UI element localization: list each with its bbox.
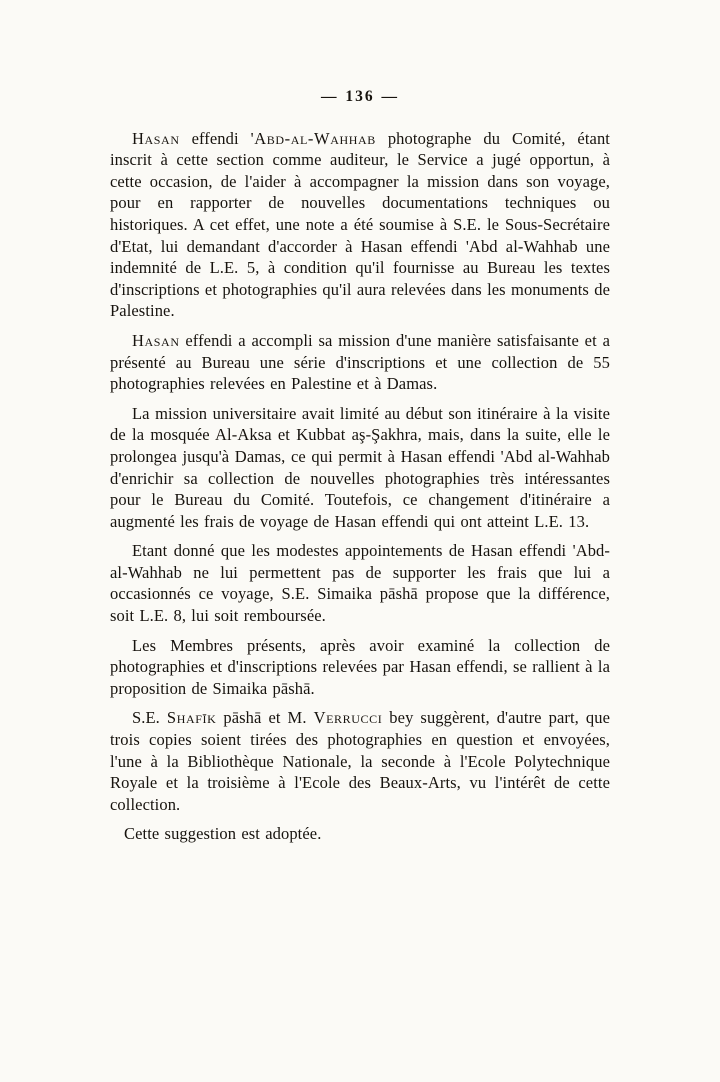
text-segment: pāshā et M. — [216, 708, 314, 728]
name-shafik: Shafīk — [166, 708, 217, 728]
name-abd-al-wahhab: 'Abd-al-Wahhab — [250, 128, 376, 148]
text-segment: photographe du Comité, étant inscrit à cette section comme auditeur, le Service a jugé opportun, à cette occasion, de l'aider à accompagner la mission dans son voyage, pour en rapporter de nouvelles documentations techniques ou historiques. A cet effet, une note a été soumise à S.E. le Sous-Secrétaire d'Etat, lui demandant d'accorder à Hasan effendi 'Abd al-Wahhab une indemnité de L.E. 5, à condition qu'il fournisse au Bureau les textes d'inscriptions et photographies qu'il aura relevées dans les monuments de Palestine. — [110, 128, 610, 321]
name-hasan: Hasan — [132, 330, 180, 350]
paragraph-members-agree — [110, 635, 610, 700]
paragraph-reimbursement-proposal — [110, 540, 610, 626]
paragraph-itinerary-change — [110, 403, 610, 533]
text-segment: Etant donné que les modestes appointements de Hasan effendi 'Abd-al-Wahhab ne lui permettent pas de supporter les frais que lui a occasionnés ce voyage, S.E. Simaika pāshā propose que la différence, soit L.E. 8, lui soit remboursée. — [110, 541, 610, 626]
text-segment: Cette suggestion est adoptée. — [124, 824, 322, 844]
paragraph-hasan-mission-grant — [110, 128, 610, 322]
name-verrucci: Verrucci — [313, 708, 383, 728]
text-segment: S.E. — [132, 708, 167, 728]
paragraph-mission-accomplished — [110, 330, 610, 395]
text-segment: Les Membres présents, après avoir examiné la collection de photographies et d'inscriptions relevées par Hasan effendi, se rallient à la proposition de Simaika pāshā. — [110, 635, 610, 698]
text-segment: effendi — [179, 128, 251, 148]
text-segment: effendi a accompli sa mission d'une manière satisfaisante et a présenté au Bureau une série d'inscriptions et une collection de 55 photographies relevées en Palestine et à Damas. — [110, 330, 610, 394]
paragraph-copies-suggestion — [110, 707, 610, 815]
paragraph-suggestion-adopted — [110, 823, 610, 845]
document-page — [110, 0, 610, 845]
page-number: — 136 — — [321, 88, 399, 105]
text-segment: bey suggèrent, d'autre part, que trois copies soient tirées des photographies en question et envoyées, l'une à la Bibliothèque Nationale, la seconde à l'Ecole Polytechnique Royale et la troisième à l'Ecole des Beaux-Arts, vu l'intérêt de cette collection. — [110, 708, 610, 814]
text-segment: La mission universitaire avait limité au début son itinéraire à la visite de la mosquée Al-Aksa et Kubbat aş-Şakhra, mais, dans la suite, elle le prolongea jusqu'à Damas, ce qui permit à Hasan effendi 'Abd al-Wahhab d'enrichir sa collection de nouvelles photographies très intéressantes pour le Bureau du Comité. Toutefois, ce changement d'itinéraire a augmenté les frais de voyage de Hasan effendi qui ont atteint L.E. 13. — [110, 403, 610, 531]
name-hasan: Hasan — [132, 128, 180, 148]
